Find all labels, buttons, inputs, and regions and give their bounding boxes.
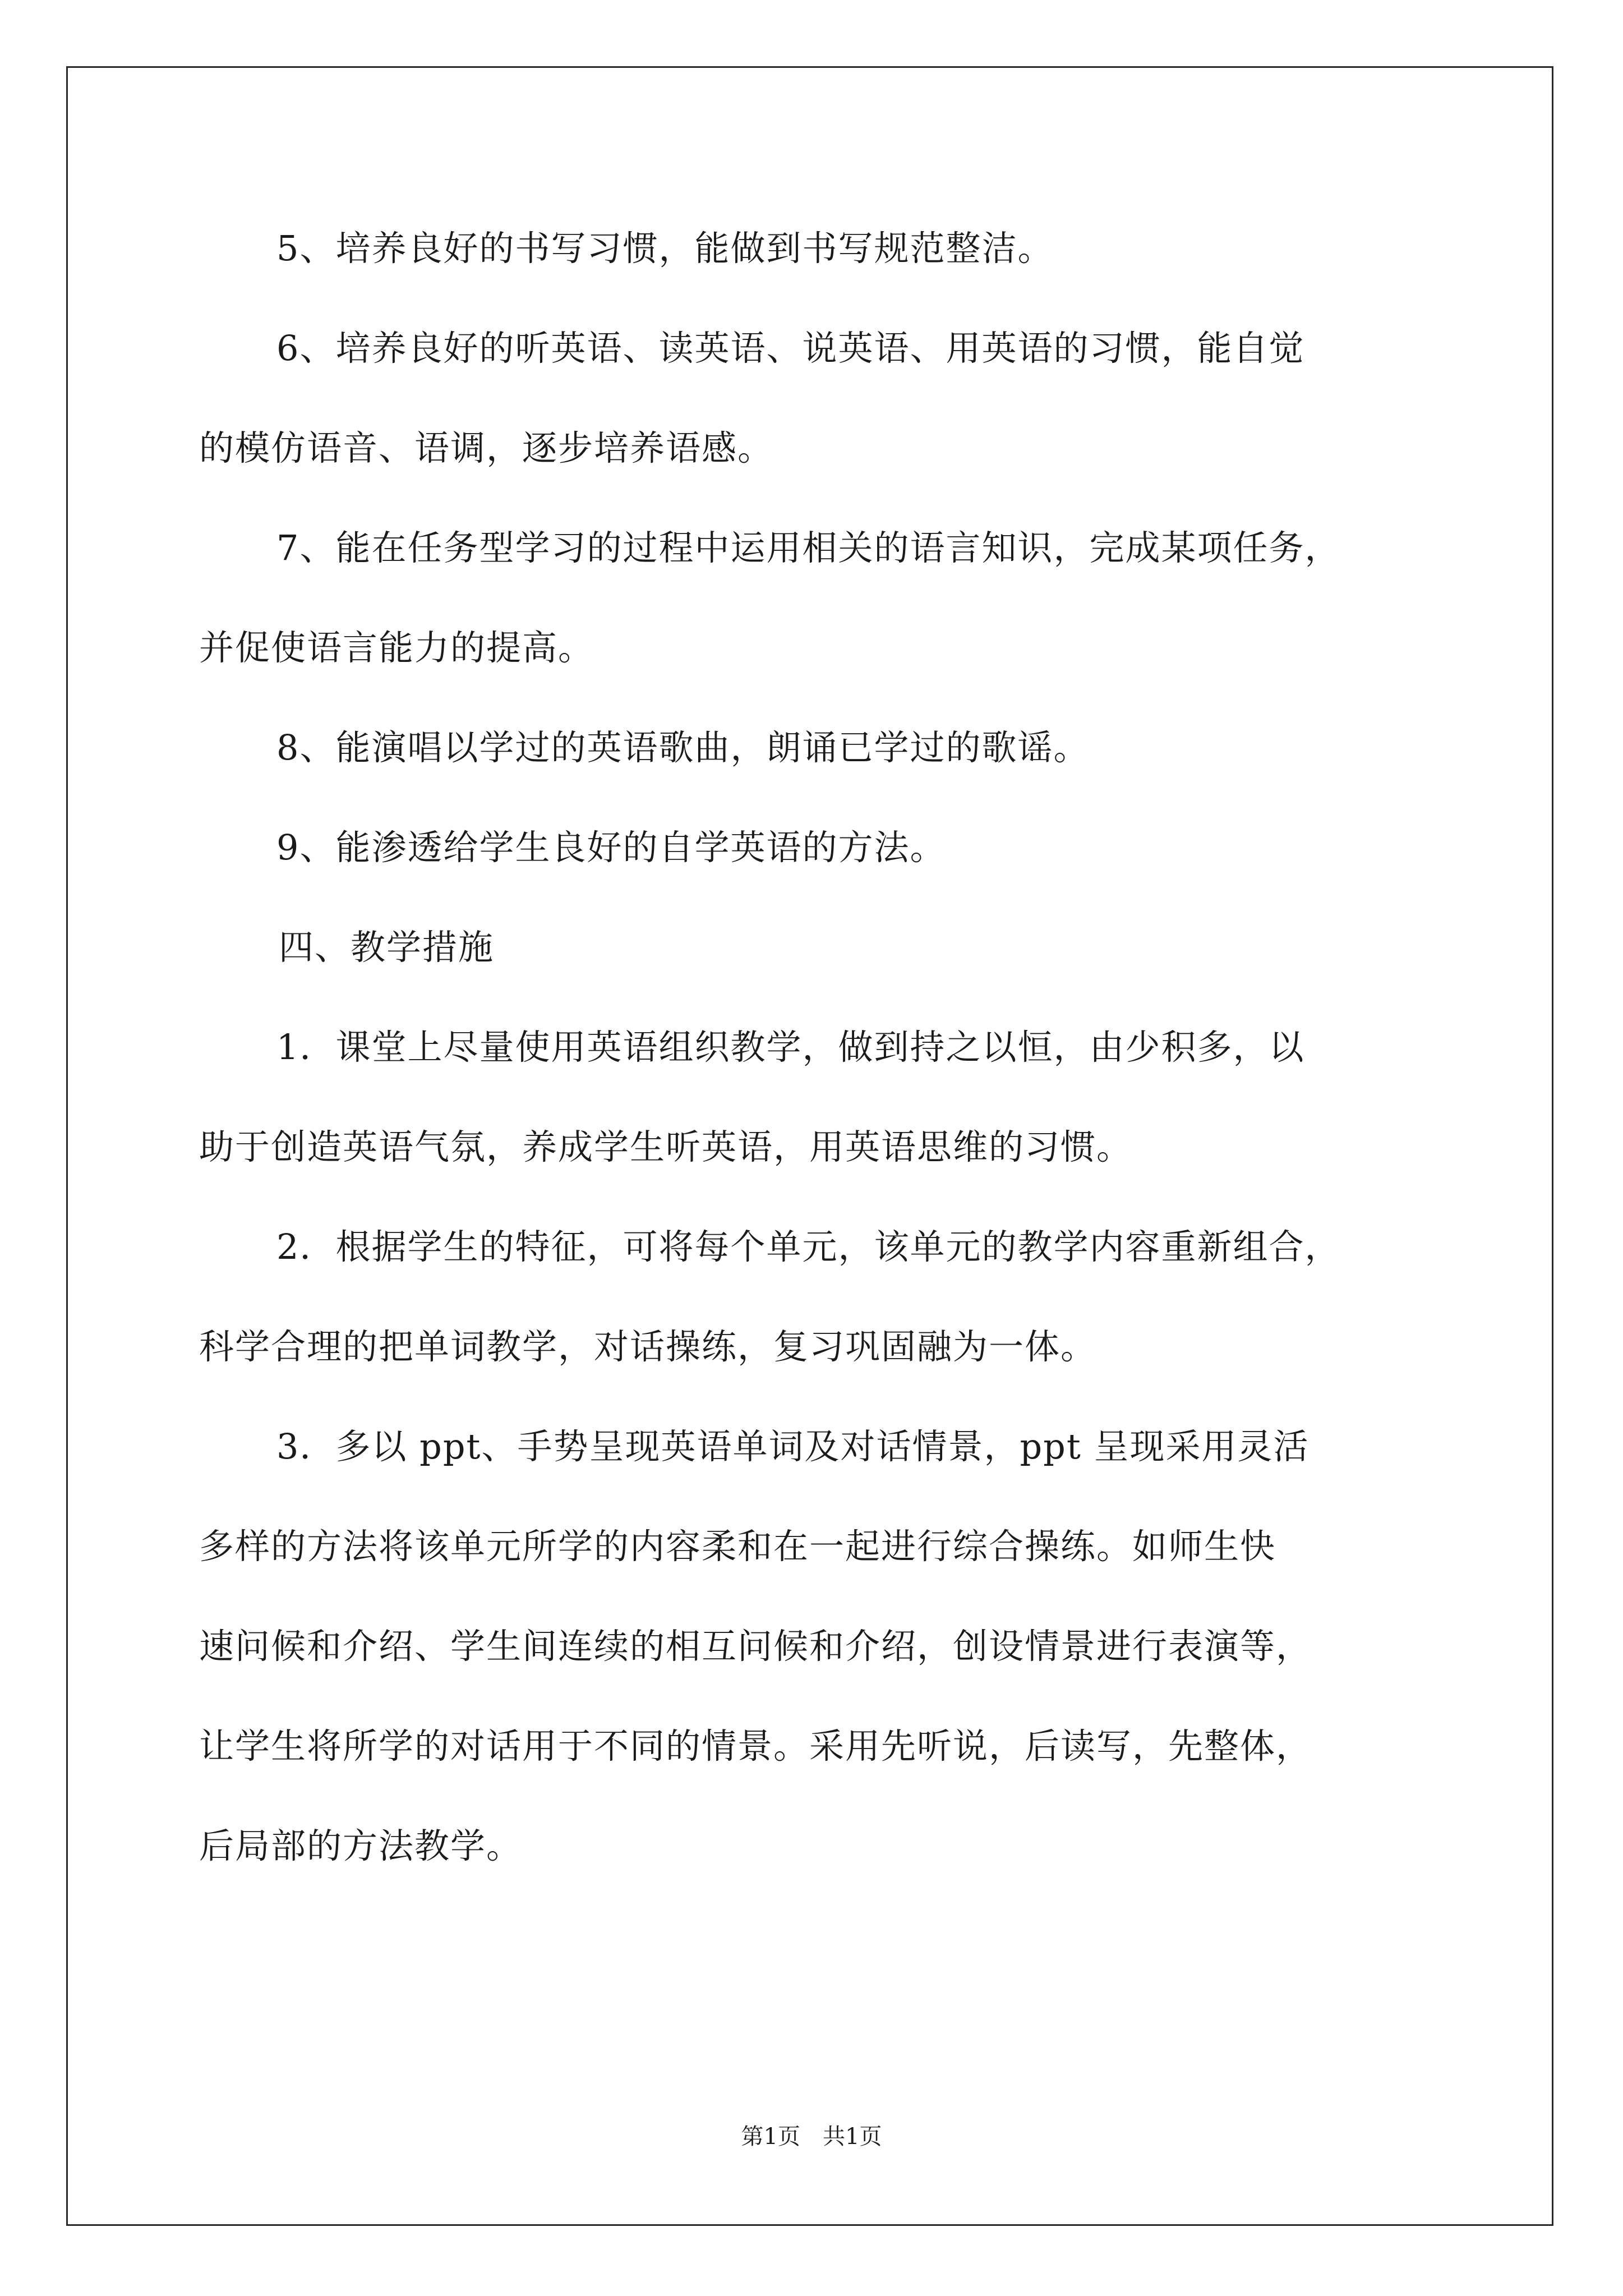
- measure-2-line2: 科学合理的把单词教学，对话操练，复习巩固融为一体。: [199, 1326, 1097, 1367]
- measure-1-line2: 助于创造英语气氛，养成学生听英语，用英语思维的习惯。: [199, 1126, 1133, 1167]
- paragraph-item-7-line2: 并促使语言能力的提高。: [199, 627, 594, 668]
- measure-2-line1: 2．根据学生的特征，可将每个单元，该单元的教学内容重新组合，: [276, 1226, 1341, 1267]
- paragraph-item-5: 5、培养良好的书写习惯，能做到书写规范整洁。: [276, 228, 1054, 269]
- measure-3-line1: 3．多以 ppt、手势呈现英语单词及对话情景，ppt 呈现采用灵活: [276, 1426, 1310, 1467]
- section-heading: 四、教学措施: [279, 927, 495, 968]
- paragraph-item-6-line2: 的模仿语音、语调，逐步培养语感。: [199, 427, 774, 468]
- measure-3-line4: 让学生将所学的对话用于不同的情景。采用先听说，后读写，先整体，: [199, 1726, 1312, 1766]
- measure-1-line1: 1．课堂上尽量使用英语组织教学，做到持之以恒，由少积多，以: [276, 1027, 1305, 1068]
- page-number-footer: 第1页 共1页: [741, 2124, 882, 2150]
- paragraph-item-9: 9、能渗透给学生良好的自学英语的方法。: [276, 827, 946, 868]
- paragraph-item-6-line1: 6、培养良好的听英语、读英语、说英语、用英语的习惯，能自觉: [276, 328, 1305, 369]
- measure-3-line2: 多样的方法将该单元所学的内容柔和在一起进行综合操练。如师生快: [199, 1526, 1276, 1567]
- measure-3-line5: 后局部的方法教学。: [199, 1825, 523, 1866]
- paragraph-item-7-line1: 7、能在任务型学习的过程中运用相关的语言知识，完成某项任务，: [276, 527, 1341, 568]
- paragraph-item-8: 8、能演唱以学过的英语歌曲，朗诵已学过的歌谣。: [276, 727, 1090, 768]
- measure-3-line3: 速问候和介绍、学生间连续的相互问候和介绍，创设情景进行表演等，: [199, 1626, 1312, 1667]
